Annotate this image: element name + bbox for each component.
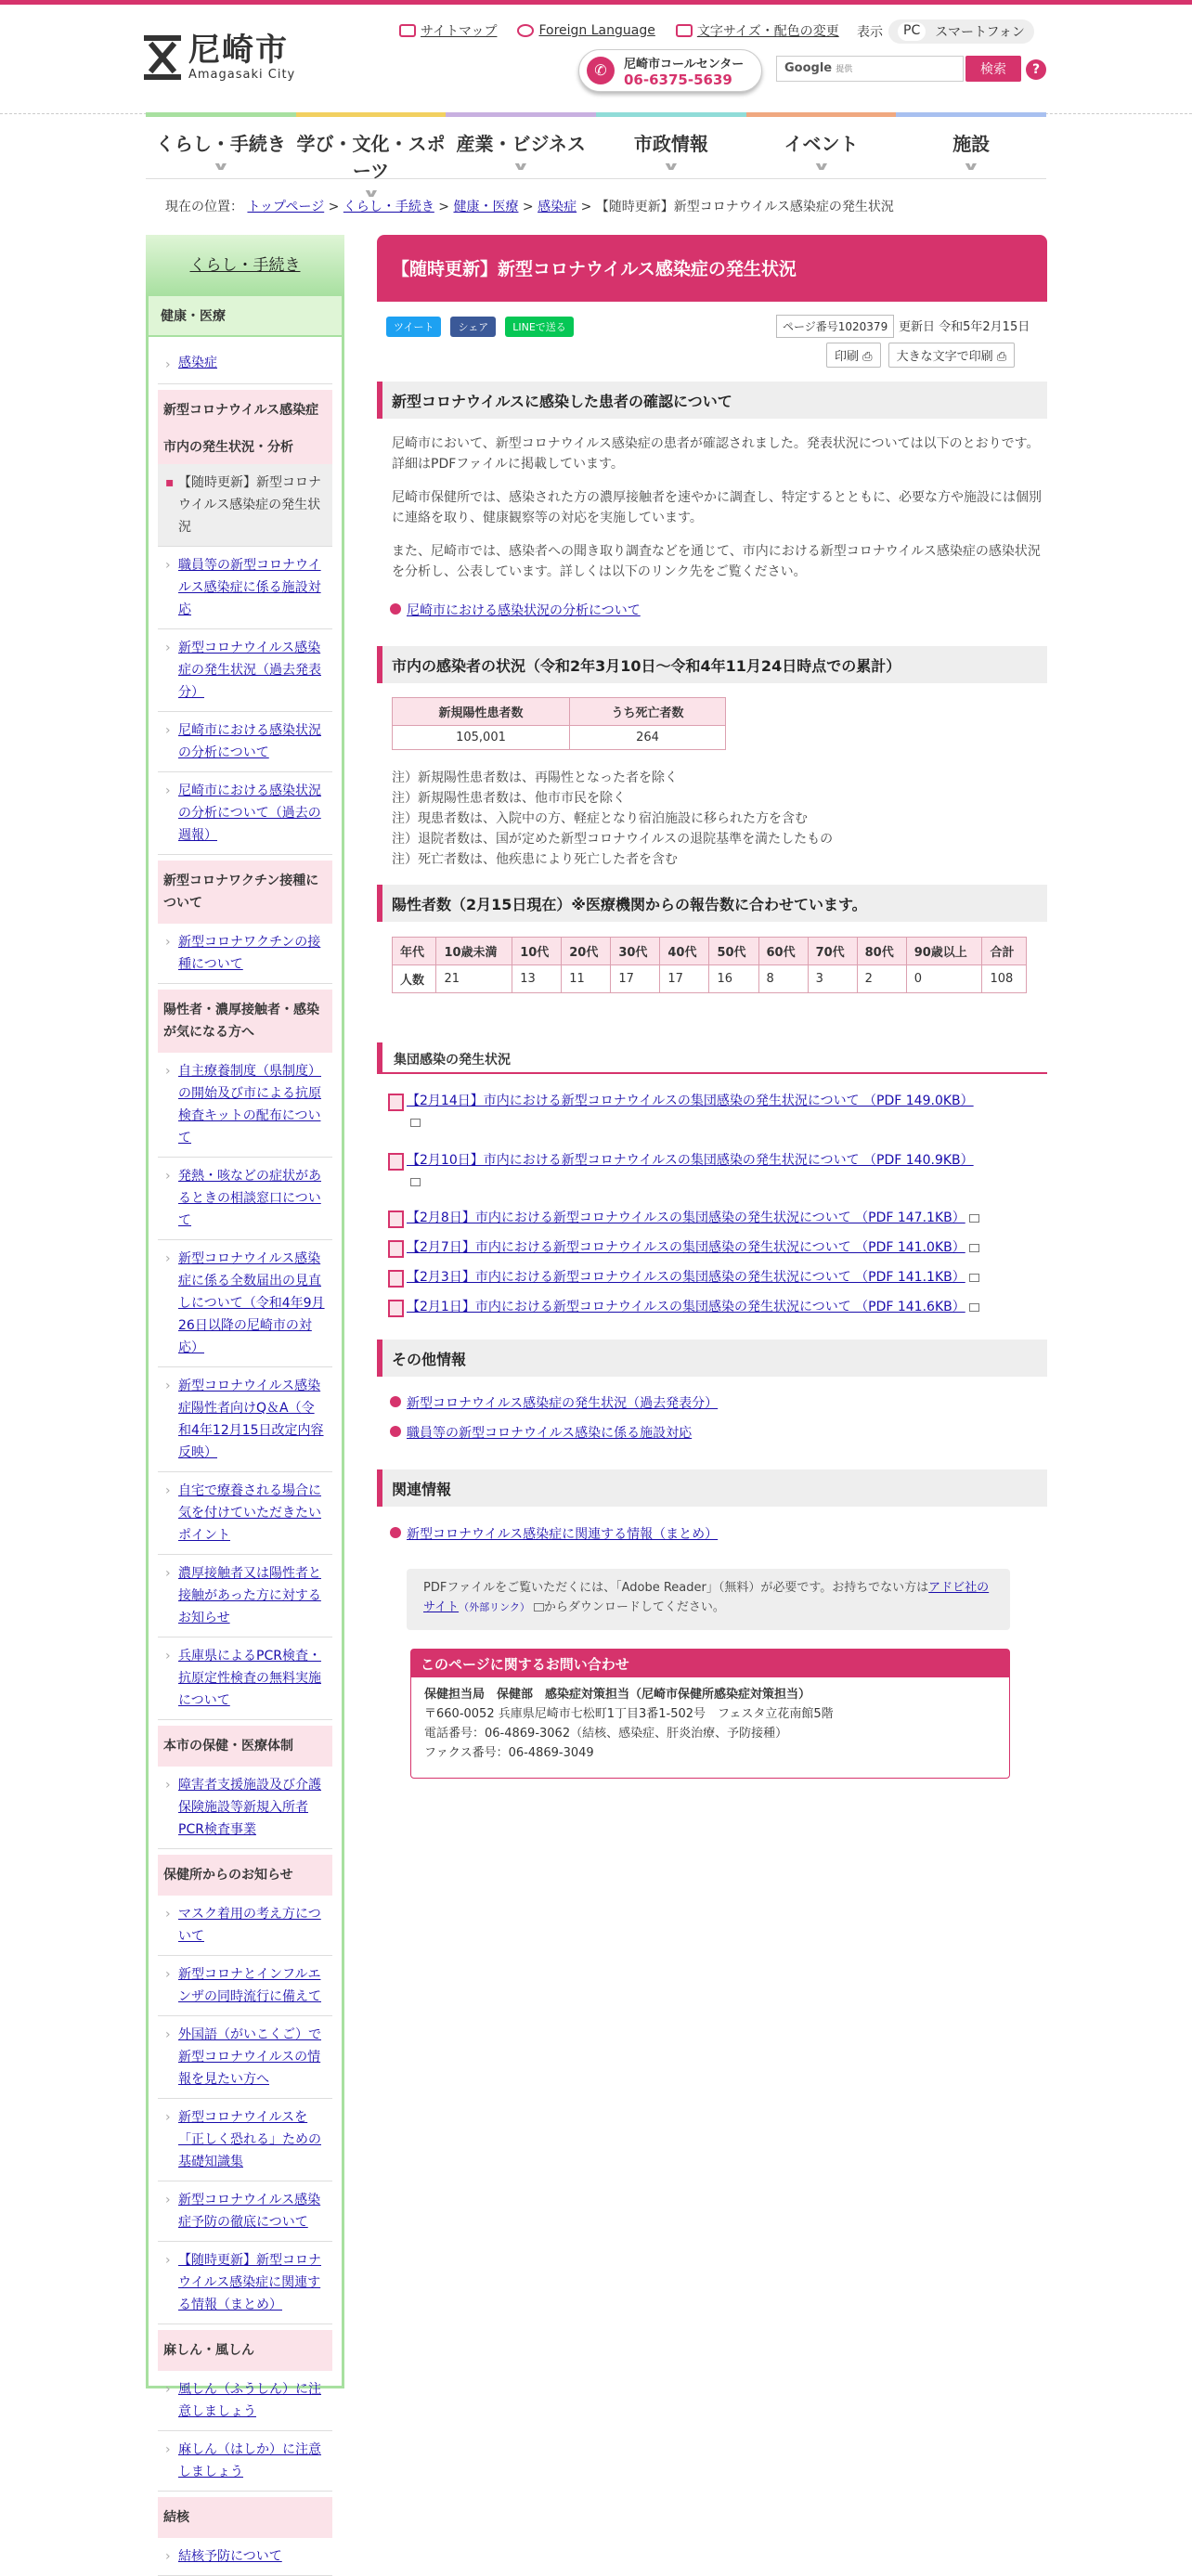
external-link-icon bbox=[534, 1603, 544, 1612]
gnav-label: くらし・手続き bbox=[155, 133, 286, 155]
age-header: 20代 bbox=[562, 938, 611, 965]
age-count: 人数 bbox=[393, 965, 436, 993]
breadcrumb-top[interactable]: トップページ bbox=[247, 200, 325, 214]
age-header: 80代 bbox=[857, 938, 906, 965]
section-heading-cluster: 集団感染の発生状況 bbox=[377, 1042, 1047, 1074]
age-table bbox=[392, 937, 1027, 993]
age-header: 合計 bbox=[982, 938, 1027, 965]
cumulative-table: 新規陽性患者数 うち死亡者数 105,001 264 bbox=[392, 697, 726, 750]
sidebar-head[interactable]: くらし・手続き bbox=[146, 235, 344, 296]
city-emblem-icon bbox=[144, 35, 181, 80]
sidebar-item[interactable]: ▪ 【随時更新】新型コロナウイルス感染症の発生状況 bbox=[158, 464, 332, 547]
chevron-down-icon: ∨ bbox=[512, 160, 530, 173]
related-link[interactable]: 新型コロナウイルス感染症に関連する情報（まとめ） bbox=[407, 1524, 718, 1543]
print-large-button[interactable]: 大きな文字で印刷 ⎙ bbox=[888, 343, 1016, 368]
age-header: 70代 bbox=[808, 938, 857, 965]
sidebar-item[interactable]: › 麻しん（はしか）に注意しましょう bbox=[158, 2431, 332, 2492]
sidebar-item[interactable]: › 新型コロナとインフルエンザの同時流行に備えて bbox=[158, 1956, 332, 2016]
paragraph-3: また、尼崎市では、感染者への聞き取り調査などを通じて、市内における新型コロナウイルス感染症の感染状況を分析し、公表しています。詳しくは以下のリンク先をご覧ください。 bbox=[392, 544, 1041, 579]
gnav-label: 施設 bbox=[952, 133, 991, 155]
sidebar-subheading: 本市の保健・医療体制 bbox=[158, 1726, 332, 1767]
chevron-down-icon: ∨ bbox=[811, 160, 831, 173]
tweet-button[interactable]: ツイート bbox=[386, 317, 441, 337]
age-count: 108 bbox=[982, 965, 1027, 993]
external-window-icon bbox=[410, 1178, 421, 1186]
section-heading-confirm: 新型コロナウイルスに感染した患者の確認について bbox=[377, 382, 1047, 419]
section-heading-positives: 陽性者数（2月15日現在）※医療機関からの報告数に合わせています。 bbox=[377, 885, 1047, 922]
site-header bbox=[0, 5, 1192, 114]
analysis-link[interactable]: 尼崎市における感染状況の分析について bbox=[407, 601, 641, 619]
sidebar-item[interactable]: › 新型コロナウイルス感染症の発生状況（過去発表分） bbox=[158, 629, 332, 712]
sidebar-subheading: 新型コロナワクチン接種について bbox=[158, 861, 332, 924]
pdf-link[interactable]: 【2月14日】市内における新型コロナウイルスの集団感染の発生状況について （PDF 149.0KB） bbox=[407, 1089, 1010, 1127]
font-size-color-link[interactable]: 文字サイズ・配色の変更 bbox=[676, 21, 839, 40]
line-send-button[interactable]: LINEで送る bbox=[505, 317, 574, 337]
display-switch bbox=[857, 19, 1034, 44]
adobe-note: PDFファイルをご覧いただくには、「Adobe Reader」（無料）が必要です。お持ちでない方はアドビ社のサイト（外部リンク） からダウンロードしてください。 bbox=[407, 1569, 1010, 1630]
header-links bbox=[399, 21, 839, 40]
breadcrumb-health[interactable]: 健康・医療 bbox=[453, 200, 519, 214]
logo-name-en: Amagasaki City bbox=[188, 68, 296, 82]
contact-fax: ファクス番号：06-4869-3049 bbox=[424, 1746, 594, 1760]
print-button[interactable]: 印刷 ⎙ bbox=[826, 343, 881, 368]
sidebar-category[interactable]: 健康・医療 bbox=[149, 296, 342, 337]
external-window-icon bbox=[969, 1303, 979, 1312]
sidebar-item[interactable]: › 尼崎市における感染状況の分析について bbox=[158, 712, 332, 772]
notes-list bbox=[392, 768, 1042, 870]
smartphone-toggle[interactable]: スマートフォン bbox=[935, 25, 1025, 40]
updated-date: 更新日 令和5年2月15日 bbox=[899, 320, 1030, 334]
pdf-link[interactable]: 【2月1日】市内における新型コロナウイルスの集団感染の発生状況について （PDF 141.6KB） bbox=[407, 1295, 1047, 1319]
pdf-link[interactable]: 【2月7日】市内における新型コロナウイルスの集団感染の発生状況について （PDF 141.0KB） bbox=[407, 1236, 1047, 1260]
phone-icon: ✆ bbox=[587, 57, 615, 84]
sidebar-item[interactable]: › 自宅で療養される場合に気を付けていただきたいポイント bbox=[158, 1472, 332, 1555]
age-header: 40代 bbox=[660, 938, 709, 965]
note-line: 注）退院者数は、国が定めた新型コロナウイルスの退院基準を満たしたもの bbox=[392, 832, 834, 847]
sidebar bbox=[146, 235, 344, 2564]
paragraph-2: 尼崎市保健所では、感染された方の濃厚接触者を速やかに調査し、特定するとともに、必要な方や施設には個別に連絡を取り、健康観察等の対応を実施しています。 bbox=[392, 490, 1042, 525]
contact-dept: 保健担当局 保健部 感染症対策担当（尼崎市保健所感染症対策担当） bbox=[424, 1688, 811, 1702]
sidebar-subheading: 新型コロナウイルス感染症 bbox=[158, 390, 332, 431]
sidebar-subheading: 陽性者・濃厚接触者・感染が気になる方へ bbox=[158, 990, 332, 1053]
foreign-language-link[interactable]: Foreign Language bbox=[517, 21, 654, 40]
sidebar-subheading: 市内の発生状況・分析 bbox=[158, 431, 332, 464]
page-title: 【随時更新】新型コロナウイルス感染症の発生状況 bbox=[377, 235, 1047, 302]
section-heading-cumulative: 市内の感染者の状況（令和2年3月10日～令和4年11月24日時点での累計） bbox=[377, 646, 1047, 683]
age-header: 年代 bbox=[393, 938, 436, 965]
pdf-link[interactable]: 【2月3日】市内における新型コロナウイルスの集団感染の発生状況について （PDF 141.1KB） bbox=[407, 1265, 1047, 1289]
gnav-color-bar bbox=[146, 112, 296, 117]
sidebar-item[interactable]: › 自主療養制度（県制度）の開始及び市による抗原検査キットの配布について bbox=[158, 1053, 332, 1158]
display-label: 表示 bbox=[857, 25, 883, 40]
search-button[interactable]: 検索 bbox=[965, 56, 1021, 82]
breadcrumb: 現在の位置： トップページ > くらし・手続き > 健康・医療 > 感染症 > 【随時更新】新型コロナウイルス感染症の発生状況 bbox=[165, 200, 894, 214]
external-window-icon bbox=[969, 1214, 979, 1223]
gnav-label: イベント bbox=[784, 133, 859, 155]
age-count: 11 bbox=[562, 965, 611, 993]
age-count: 3 bbox=[808, 965, 857, 993]
sidebar-item[interactable]: › 新型コロナウイルス感染症陽性者向けQ＆A（令和4年12月15日改定内容反映） bbox=[158, 1367, 332, 1472]
search-input[interactable]: Google 提供 bbox=[776, 56, 964, 82]
age-header: 50代 bbox=[709, 938, 758, 965]
adobe-link[interactable]: アドビ社のサイト bbox=[423, 1581, 990, 1614]
gnav-color-bar bbox=[596, 112, 746, 117]
sitemap-link[interactable]: サイトマップ bbox=[399, 21, 497, 40]
note-line: 注）新規陽性患者数は、他市市民を除く bbox=[392, 791, 626, 806]
printer-icon: ⎙ bbox=[996, 350, 1007, 364]
call-center-number: 06-6375-5639 bbox=[624, 71, 732, 88]
pc-toggle[interactable]: PC bbox=[898, 22, 926, 41]
sidebar-item[interactable]: › 兵庫県によるPCR検査・抗原定性検査の無料実施について bbox=[158, 1638, 332, 1720]
sidebar-item[interactable]: › 障害者支援施設及び介護保険施設等新規入所者PCR検査事業 bbox=[158, 1767, 332, 1849]
pdf-link[interactable]: 【2月8日】市内における新型コロナウイルスの集団感染の発生状況について （PDF 147.1KB） bbox=[407, 1206, 1047, 1230]
breadcrumb-current: 【随時更新】新型コロナウイルス感染症の発生状況 bbox=[595, 200, 894, 214]
printer-icon: ⎙ bbox=[862, 350, 873, 364]
sidebar-item[interactable]: › 外国語（がいこくご）で新型コロナウイルスの情報を見たい方へ bbox=[158, 2016, 332, 2099]
sidebar-item[interactable]: › 新型コロナウイルス感染症予防の徹底について bbox=[158, 2181, 332, 2242]
gnav-item-0[interactable] bbox=[146, 112, 296, 178]
age-header: 90歳以上 bbox=[906, 938, 982, 965]
contact-heading: このページに関するお問い合わせ bbox=[411, 1650, 1009, 1677]
age-header: 10歳未満 bbox=[436, 938, 512, 965]
page-number: ページ番号1020379 bbox=[776, 315, 894, 338]
pdf-link[interactable]: 【2月10日】市内における新型コロナウイルスの集団感染の発生状況について （PDF 140.9KB） bbox=[407, 1148, 1010, 1186]
age-count: 0 bbox=[906, 965, 982, 993]
sidebar-subheading: 麻しん・風しん bbox=[158, 2330, 332, 2371]
gnav-color-bar bbox=[446, 112, 596, 117]
sidebar-item[interactable]: › 新型コロナウイルス感染症に係る全数届出の見直しについて（令和4年9月26日以降の尼崎市の対応） bbox=[158, 1240, 332, 1367]
logo-name-jp: 尼崎市 bbox=[188, 32, 289, 69]
sidebar-item[interactable]: › 結核予防について bbox=[158, 2538, 332, 2576]
breadcrumb-kurashi[interactable]: くらし・手続き bbox=[343, 200, 434, 214]
social-buttons bbox=[386, 317, 574, 337]
age-count: 8 bbox=[758, 965, 808, 993]
facebook-share-button[interactable]: シェア bbox=[450, 317, 496, 337]
age-header: 60代 bbox=[758, 938, 808, 965]
external-window-icon bbox=[969, 1274, 979, 1282]
gnav-label: 学び・文化・スポーツ bbox=[296, 133, 446, 182]
gnav-color-bar bbox=[896, 112, 1046, 117]
gnav-label: 市政情報 bbox=[633, 133, 708, 155]
gnav-color-bar bbox=[296, 112, 447, 117]
sidebar-item[interactable]: › マスク着用の考え方について bbox=[158, 1896, 332, 1956]
contact-address: 〒660-0052 兵庫県尼崎市七松町1丁目3番1-502号 フェスタ立花南館5階 bbox=[424, 1707, 834, 1721]
section-heading-other: その他情報 bbox=[377, 1340, 1047, 1377]
sidebar-item-infection[interactable]: › 感染症 bbox=[158, 346, 332, 384]
sidebar-subheading: 保健所からのお知らせ bbox=[158, 1855, 332, 1896]
call-center-title: 尼崎市コールセンター bbox=[624, 57, 745, 71]
chevron-down-icon: ∨ bbox=[962, 160, 980, 173]
globe-icon bbox=[517, 24, 534, 37]
gnav-item-5[interactable] bbox=[896, 112, 1046, 178]
sidebar-item[interactable]: › 風しん（ふうしん）に注意しましょう bbox=[158, 2371, 332, 2431]
sidebar-subheading: 結核 bbox=[158, 2497, 332, 2538]
section-heading-related: 関連情報 bbox=[377, 1469, 1047, 1507]
paragraph-1: 尼崎市において、新型コロナウイルス感染症の患者が確認されました。発表状況については以下のとおりです。詳細はPDFファイルに掲載しています。 bbox=[392, 436, 1040, 472]
other-link-past[interactable]: 新型コロナウイルス感染症の発生状況（過去発表分） bbox=[407, 1393, 718, 1412]
age-header: 10代 bbox=[512, 938, 562, 965]
gnav-label: 産業・ビジネス bbox=[456, 133, 586, 155]
call-center-button[interactable] bbox=[578, 49, 762, 92]
external-window-icon bbox=[969, 1244, 979, 1252]
age-header: 30代 bbox=[611, 938, 660, 965]
contact-box bbox=[410, 1649, 1010, 1779]
contact-phone: 電話番号：06-4869-3062（結核、感染症、肝炎治療、予防接種） bbox=[424, 1727, 788, 1741]
sidebar-item[interactable]: › 新型コロナウイルスを「正しく恐れる」ための基礎知識集 bbox=[158, 2099, 332, 2181]
sidebar-item[interactable]: › 職員等の新型コロナウイルス感染症に係る施設対応 bbox=[158, 547, 332, 629]
chevron-down-icon: ∨ bbox=[662, 160, 680, 173]
age-count: 17 bbox=[611, 965, 660, 993]
age-count: 16 bbox=[709, 965, 758, 993]
site-logo[interactable] bbox=[144, 32, 295, 82]
breadcrumb-infection[interactable]: 感染症 bbox=[538, 200, 577, 214]
chevron-down-icon: ∨ bbox=[212, 160, 230, 173]
help-icon[interactable]: ? bbox=[1026, 59, 1046, 80]
sidebar-item[interactable]: › 新型コロナワクチンの接種について bbox=[158, 924, 332, 984]
text-size-icon bbox=[676, 24, 693, 37]
sitemap-icon bbox=[399, 24, 416, 37]
sidebar-item[interactable]: › 尼崎市における感染状況の分析について（過去の週報） bbox=[158, 772, 332, 855]
other-link-facility[interactable]: 職員等の新型コロナウイルス感染に係る施設対応 bbox=[407, 1423, 692, 1442]
global-nav bbox=[146, 112, 1046, 200]
sidebar-item[interactable]: › 濃厚接触者又は陽性者と接触があった方に対するお知らせ bbox=[158, 1555, 332, 1638]
age-count: 21 bbox=[436, 965, 512, 993]
note-line: 注）新規陽性患者数は、再陽性となった者を除く bbox=[392, 770, 678, 785]
gnav-color-bar bbox=[746, 112, 897, 117]
sidebar-item[interactable]: › 発熱・咳などの症状があるときの相談窓口について bbox=[158, 1158, 332, 1240]
sidebar-item[interactable]: › 【随時更新】新型コロナウイルス感染症に関連する情報（まとめ） bbox=[158, 2242, 332, 2324]
age-count: 17 bbox=[660, 965, 709, 993]
main-content bbox=[377, 235, 1047, 1794]
note-line: 注）死亡者数は、他疾患により死亡した者を含む bbox=[392, 852, 678, 867]
age-count: 2 bbox=[857, 965, 906, 993]
external-window-icon bbox=[410, 1119, 421, 1127]
note-line: 注）現患者数は、入院中の方、軽症となり宿泊施設に移られた方を含む bbox=[392, 811, 808, 826]
age-count: 13 bbox=[512, 965, 562, 993]
chevron-down-icon: ∨ bbox=[361, 187, 381, 200]
